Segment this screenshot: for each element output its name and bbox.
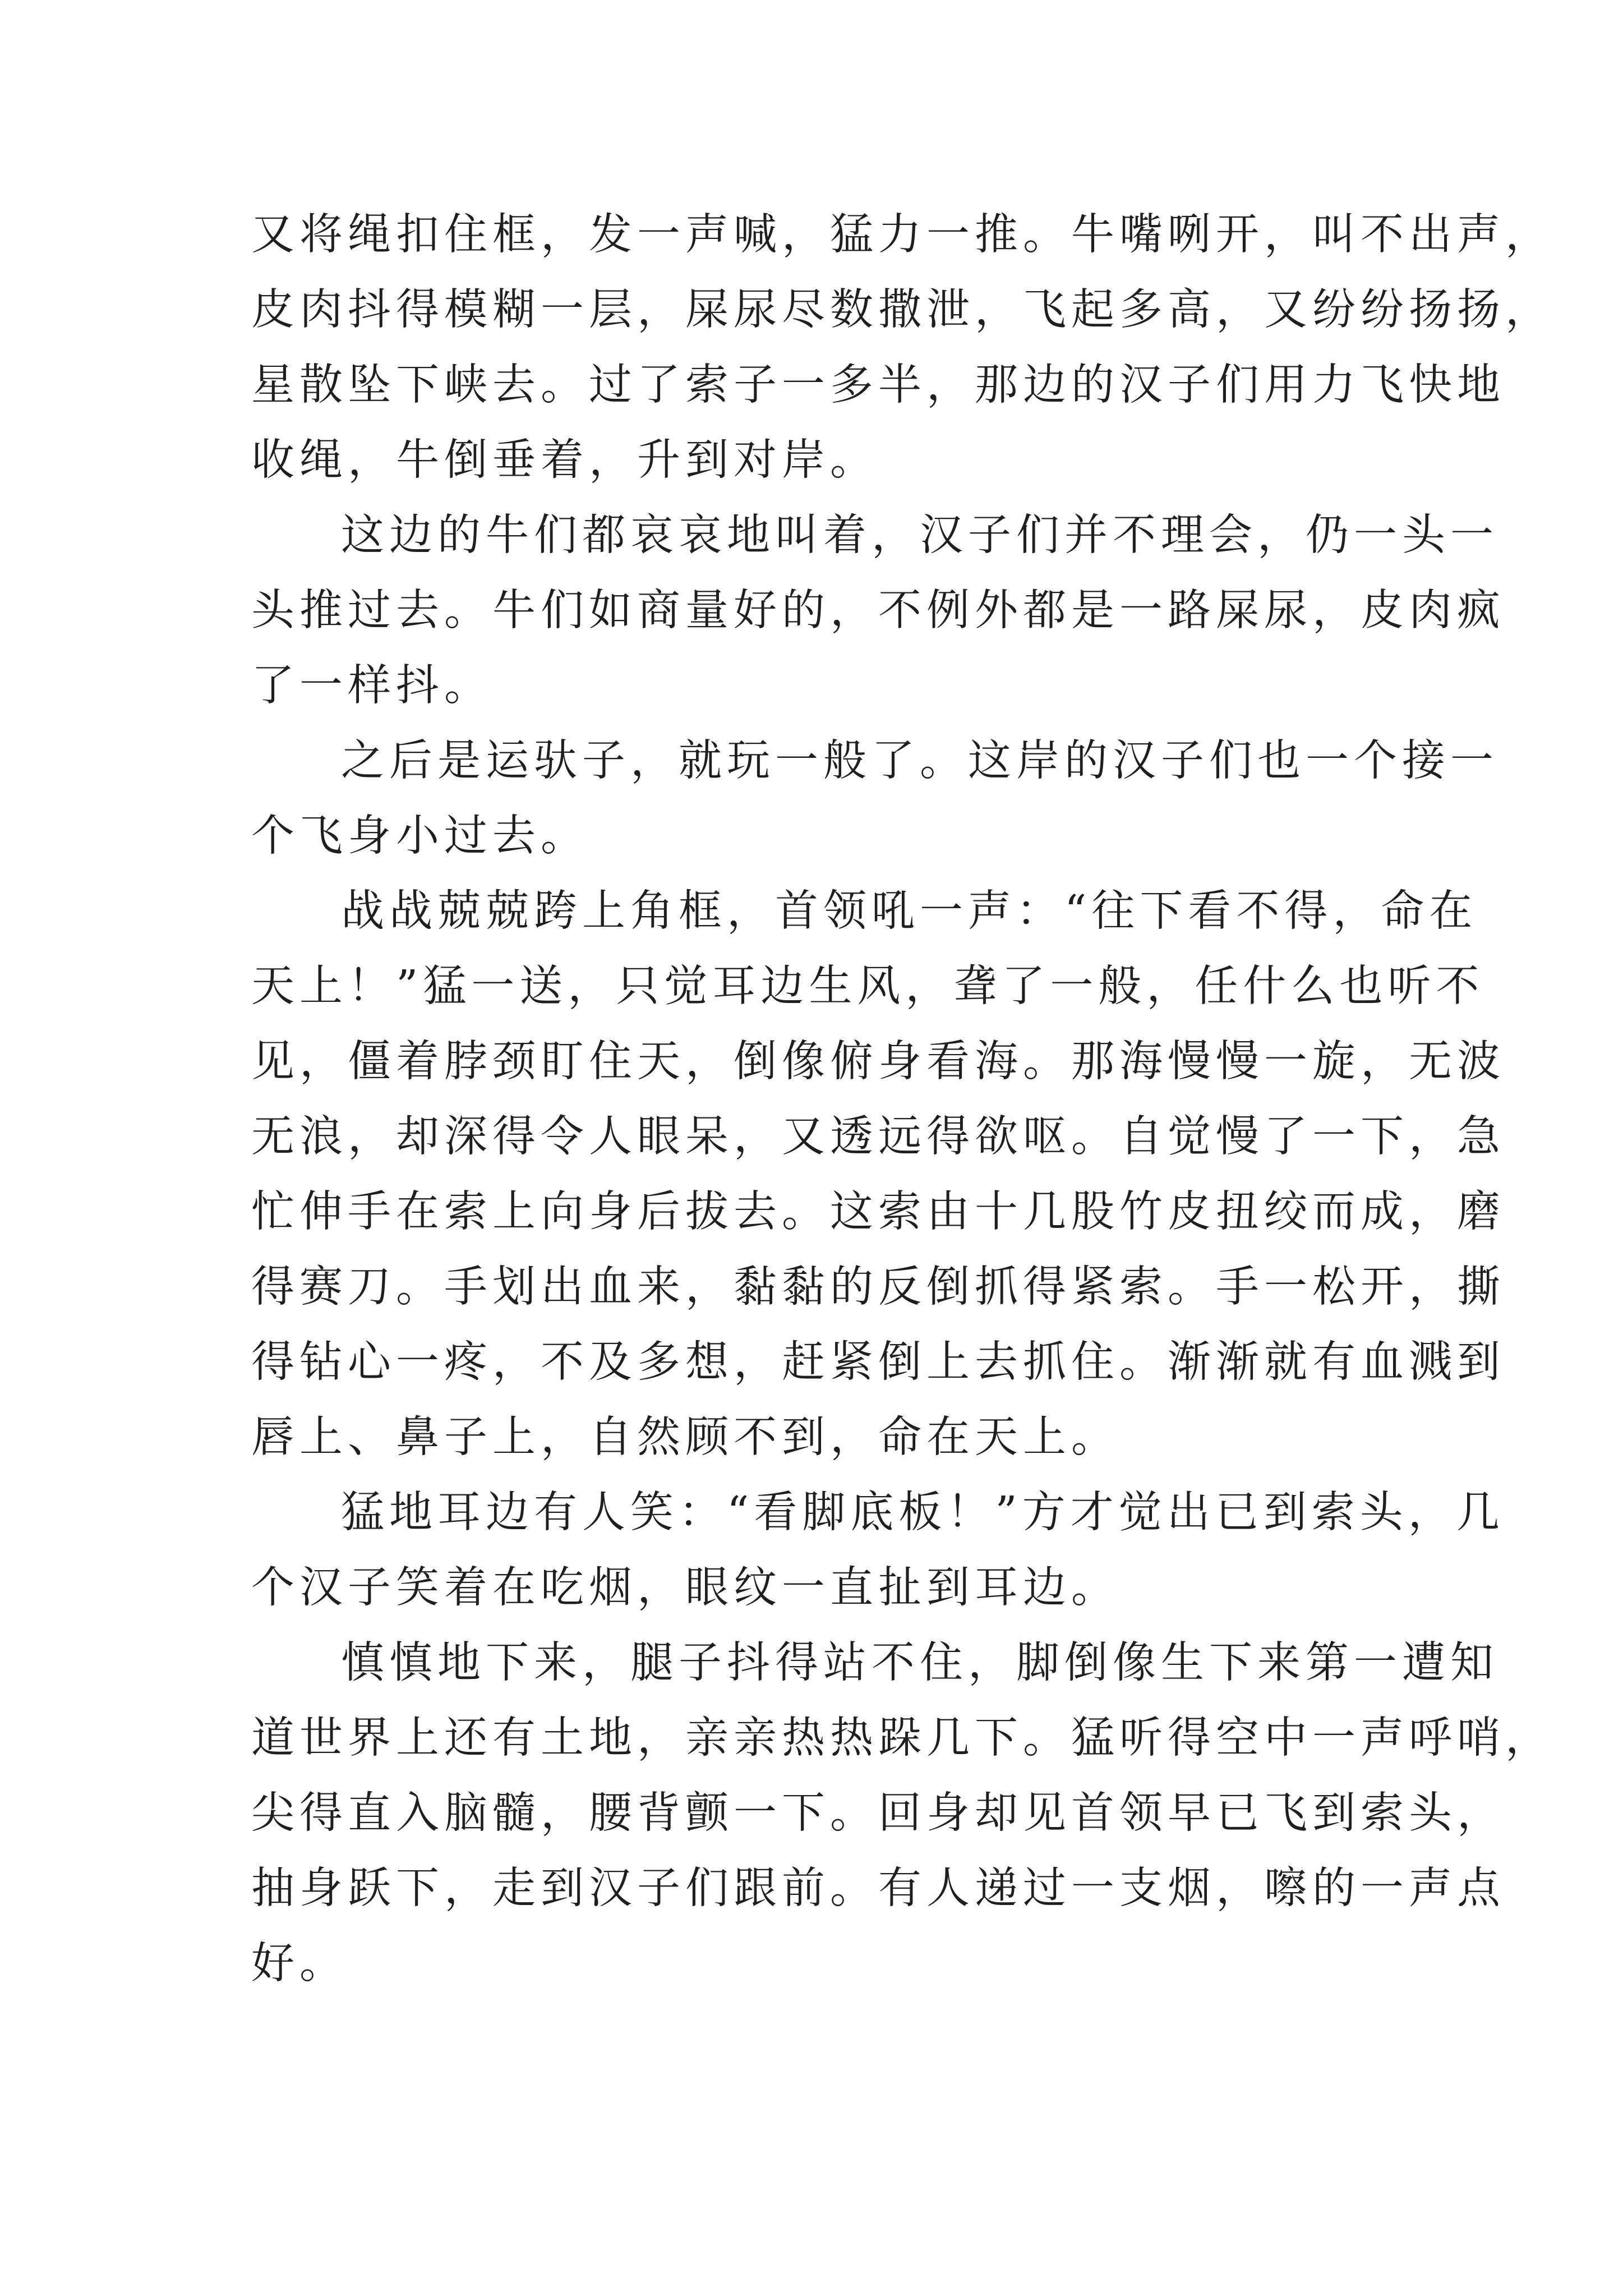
text-line: 抽身跃下，走到汉子们跟前。有人递过一支烟，嚓的一声点 [251,1864,1505,1913]
paragraph-first-line: 之后是运驮子，就玩一般了。这岸的汉子们也一个接一 [341,736,1498,786]
text-line: 道世界上还有土地，亲亲热热跺几下。猛听得空中一声呼哨， [251,1713,1553,1763]
text-line: 个汉子笑着在吃烟，眼纹一直扯到耳边。 [251,1563,1119,1613]
text-line: 好。 [251,1939,348,1989]
text-line: 天上！”猛一送，只觉耳边生风，聋了一般，任什么也听不 [251,961,1484,1011]
text-line: 忙伸手在索上向身后拔去。这索由十几股竹皮扭绞而成，磨 [251,1187,1505,1237]
text-line: 唇上、鼻子上，自然顾不到，命在天上。 [251,1412,1119,1462]
text-line: 头推过去。牛们如商量好的，不例外都是一路屎尿，皮肉疯 [251,586,1505,636]
text-line: 尖得直入脑髓，腰背颤一下。回身却见首领早已飞到索头， [251,1788,1505,1838]
text-line: 又将绳扣住框，发一声喊，猛力一推。牛嘴咧开，叫不出声， [251,210,1553,260]
body-text [251,197,1553,2001]
text-line: 收绳，牛倒垂着，升到对岸。 [251,435,878,485]
text-line: 得赛刀。手划出血来，黏黏的反倒抓得紧索。手一松开，撕 [251,1262,1505,1312]
text-line: 星散坠下峡去。过了索子一多半，那边的汉子们用力飞快地 [251,360,1505,410]
text-line: 见，僵着脖颈盯住天，倒像俯身看海。那海慢慢一旋，无波 [251,1037,1505,1087]
text-line: 了一样抖。 [251,661,492,711]
paragraph-first-line: 猛地耳边有人笑：“看脚底板！”方才觉出已到索头，几 [341,1488,1505,1538]
text-line: 无浪，却深得令人眼呆，又透远得欲呕。自觉慢了一下，急 [251,1112,1505,1162]
text-line: 个飞身小过去。 [251,811,589,861]
text-line: 皮肉抖得模糊一层，屎尿尽数撒泄，飞起多高，又纷纷扬扬， [251,285,1553,335]
paragraph-first-line: 战战兢兢跨上角框，首领吼一声：“往下看不得，命在 [341,886,1478,936]
paragraph-first-line: 这边的牛们都哀哀地叫着，汉子们并不理会，仍一头一 [341,510,1498,560]
paragraph-first-line: 慎慎地下来，腿子抖得站不住，脚倒像生下来第一遭知 [341,1638,1498,1688]
text-line: 得钻心一疼，不及多想，赶紧倒上去抓住。渐渐就有血溅到 [251,1337,1505,1387]
